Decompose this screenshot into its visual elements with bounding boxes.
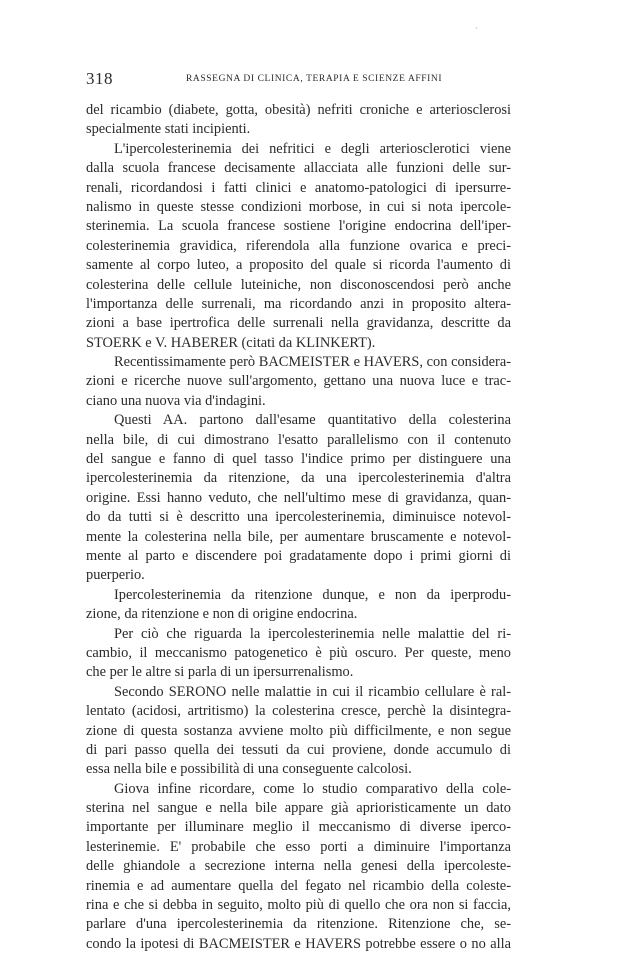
text-line: Giova infine ricordare, come lo studio comparativo della cole- [114,780,511,797]
text-line: rinemia e ad aumentare quella del fegato nel ricambio della coleste- [86,877,511,894]
text-line: dalla scuola francese decisamente allacciata alle funzioni delle sur- [86,160,511,177]
text-line: Secondo SERONO nelle malattie in cui il ricambio cellulare è ral- [114,683,511,700]
text-line: Recentissimamente però BACMEISTER e HAVERS, con considera- [114,354,511,371]
text-line: L'ipercolesterinemia dei nefritici e degli arteriosclerotici viene [114,140,511,157]
text-line: puerperio. [86,567,145,584]
text-line: colesterinemia gravidica, riferendola alla funzione ovarica e preci- [86,237,511,254]
text-line: mente al parto e discendere poi gradatamente dopo i primi giorni di [86,547,511,564]
text-line: sterinemia. La scuola francese sostiene l'origine endocrina dell'iper- [86,218,511,235]
text-line: zione di questa sostanza avviene molto più difficilmente, e non segue [86,722,511,739]
text-line: samente al corpo luteo, a proposito del quale si ricorda l'aumento di [86,257,511,274]
text-line: nella bile, di cui dimostrano l'esatto parallelismo con il contenuto [86,431,511,448]
text-line: essa nella bile e possibilità di una conseguente calcolosi. [86,761,412,778]
text-line: del ricambio (diabete, gotta, obesità) nefriti croniche e arteriosclerosi [86,102,511,118]
text-line: che per le altre si parla di un ipersurrenalismo. [86,664,354,681]
text-line: nalismo in queste stesse condizioni morbose, in cui si nota ipercole- [86,198,511,215]
text-line: zioni e ricerche nuove sull'argomento, gettano una nuova luce e trac- [86,373,511,390]
text-line: lentato (acidosi, artritismo) la colesterina cresce, perchè la disintegra- [86,703,511,720]
body-text [86,101,511,954]
text-line: Questi AA. partono dall'esame quantitativo della colesterina [114,412,511,429]
page-number: 318 [86,69,113,88]
text-line: ipercolesterinemia da ritenzione, da una ipercolesterinemia d'altra [86,470,511,487]
text-line: do da tutti si è descritto una ipercolesterinemia, diminuisce notevol- [86,509,511,526]
text-line: STOERK e V. HABERER (citati da KLINKERT). [86,334,376,351]
text-line: origine. Essi hanno veduto, che nell'ultimo mese di gravidanza, quan- [86,489,511,506]
margin-mark: ` [475,26,478,36]
text-line: sterina nel sangue e nella bile appare già aprioristicamente un dato [86,800,511,817]
text-line: importante per illuminare meglio il meccanismo di diverse iperco- [86,819,511,836]
text-line: rina e che si debba in seguito, molto più di quello che ora non si faccia, [86,897,511,914]
text-line: zioni a base ipertrofica delle surrenali nella gravidanza, descritte da [86,315,511,332]
text-line: delle ghiandole a secrezione interna nella genesi della ipercoleste- [86,858,511,875]
text-line: colesterina delle cellule luteiniche, non disconoscendosi però anche [86,276,511,293]
text-line: ciano una nuova via d'indagini. [86,392,266,409]
text-line: cambio, il meccanismo patogenetico è più oscuro. Per queste, meno [86,644,511,661]
text-line: l'importanza delle surrenali, ma ricordando anzi in proposito altera- [86,295,511,312]
text-line: condo la ipotesi di BACMEISTER e HAVERS potrebbe essere o no alla [86,935,511,952]
text-line: Per ciò che riguarda la ipercolesterinemia nelle malattie del ri- [114,625,511,642]
text-line: parlare d'una ipercolesterinemia da ritenzione. Ritenzione che, se- [86,916,511,933]
text-line: lesterinemie. E' probabile che esso porti a diminuire l'importanza [86,838,511,855]
text-line: specialmente stati incipienti. [86,121,251,138]
text-line: del sangue e fanno di quel tasso l'indice primo per distinguere una [86,451,511,468]
text-line: di pari passo quella dei tessuti da cui proviene, donde accumulo di [86,741,511,758]
text-line: zione, da ritenzione e non di origine endocrina. [86,606,358,623]
text-line: Ipercolesterinemia da ritenzione dunque, e non da iperprodu- [114,586,511,603]
running-title: RASSEGNA DI CLINICA, TERAPIA E SCIENZE AFFINI [186,74,443,84]
text-line: mente la colesterina nella bile, per aumentare bruscamente e notevol- [86,528,511,545]
text-line: renali, ricordandosi i fatti clinici e anatomo-patologici di ipersurre- [86,179,511,196]
